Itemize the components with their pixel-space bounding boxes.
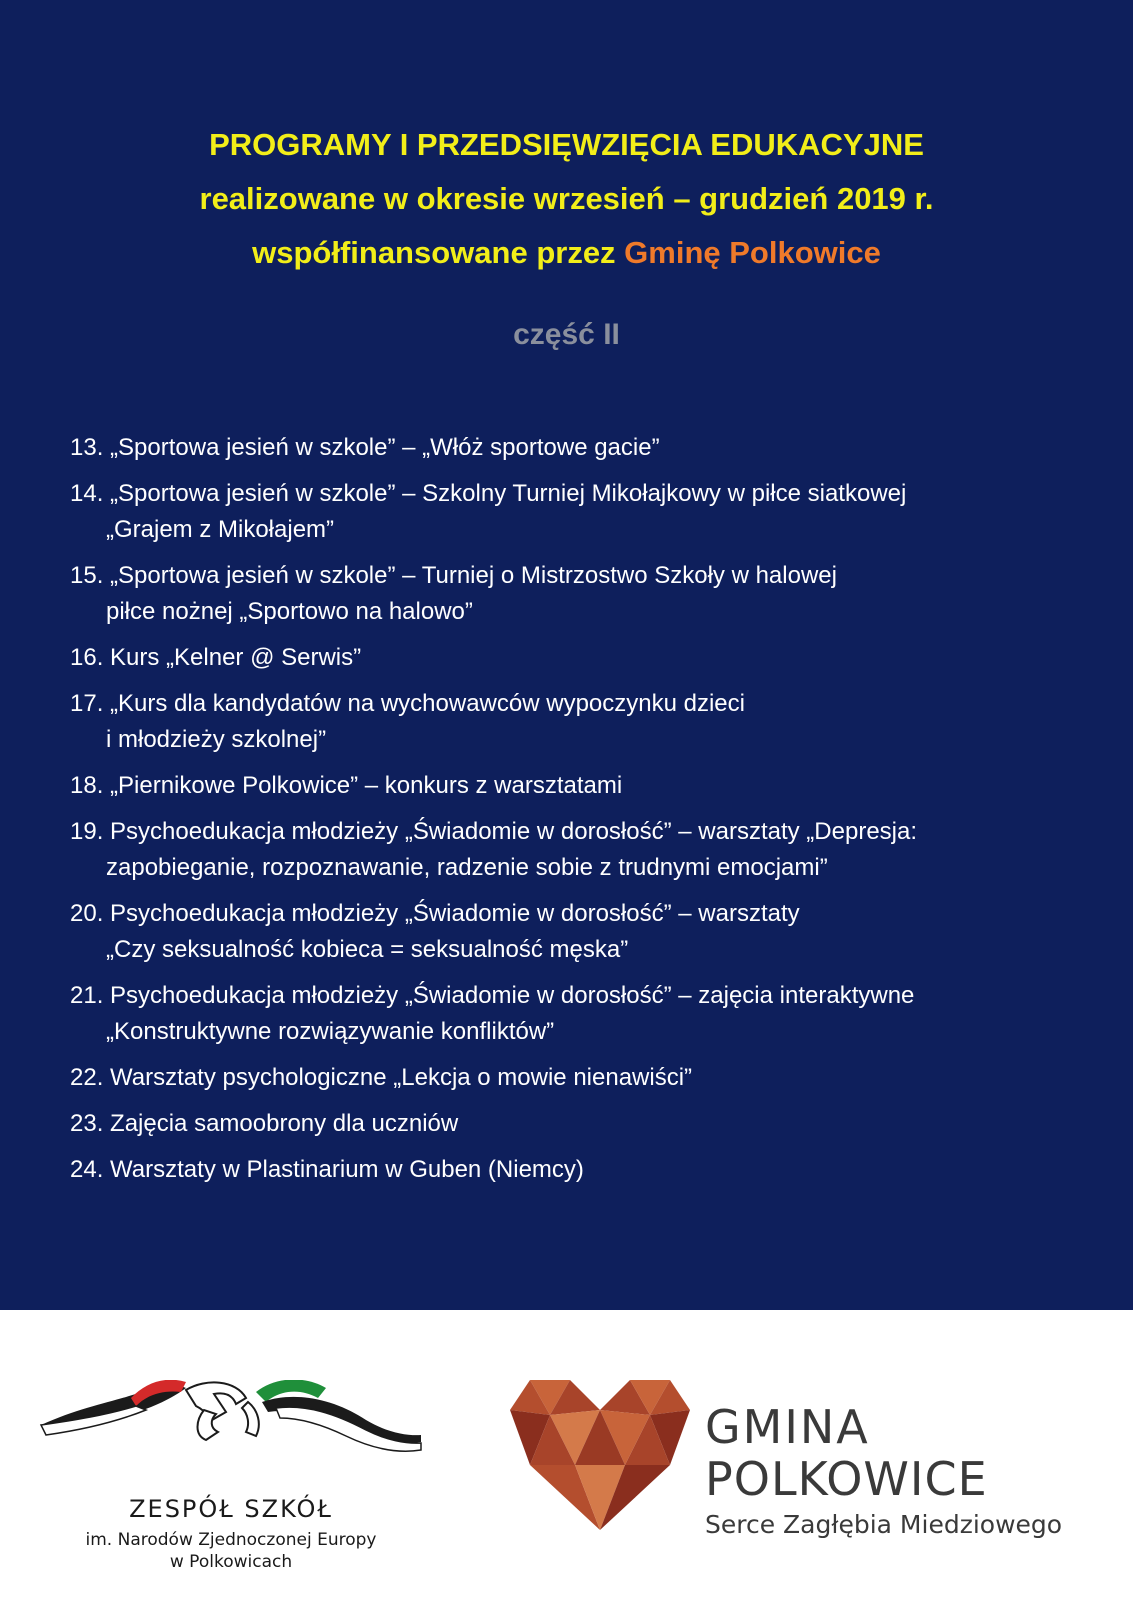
heading bbox=[0, 118, 1133, 280]
list-item bbox=[70, 814, 1070, 886]
list-item bbox=[70, 768, 1070, 804]
gmina-tagline: Serce Zagłębia Miedziowego bbox=[705, 1510, 1063, 1539]
gmina-name-line-1: GMINA bbox=[705, 1400, 870, 1454]
school-subtitle: im. Narodów Zjednoczonej Europy bbox=[85, 1530, 377, 1550]
list-item-first-line: 16. Kurs „Kelner @ Serwis” bbox=[70, 644, 362, 671]
school-city: w Polkowicach bbox=[169, 1552, 293, 1572]
heading-line-1: PROGRAMY I PRZEDSIĘWZIĘCIA EDUKACYJNE bbox=[209, 127, 924, 162]
list-item bbox=[70, 896, 1070, 968]
list-item-first-line: 18. „Piernikowe Polkowice” – konkurs z warsztatami bbox=[70, 772, 623, 799]
list-item-second-line: „Grajem z Mikołajem” bbox=[106, 516, 335, 543]
list-item bbox=[70, 558, 1070, 630]
list-item-first-line: 20. Psychoedukacja młodzieży „Świadomie w dorosłość” – warsztaty bbox=[70, 900, 800, 927]
list-item-second-line: zapobieganie, rozpoznawanie, radzenie sobie z trudnymi emocjami” bbox=[106, 854, 828, 881]
eagle-banner-icon bbox=[36, 1380, 426, 1490]
list-item bbox=[70, 1152, 1070, 1188]
list-item bbox=[70, 686, 1070, 758]
list-item-second-line: piłce nożnej „Sportowo na halowo” bbox=[106, 598, 473, 625]
list-item-first-line: 23. Zajęcia samoobrony dla uczniów bbox=[70, 1110, 459, 1137]
list-item bbox=[70, 640, 1070, 676]
list-item-second-line: „Czy seksualność kobieca = seksualność męska” bbox=[106, 936, 629, 963]
program-list bbox=[70, 430, 1070, 1198]
heading-line-3-accent: Gminę Polkowice bbox=[624, 235, 881, 270]
list-item-first-line: 17. „Kurs dla kandydatów na wychowawców wypoczynku dzieci bbox=[70, 690, 745, 717]
list-item-first-line: 21. Psychoedukacja młodzieży „Świadomie w dorosłość” – zajęcia interaktywne bbox=[70, 982, 915, 1009]
list-item bbox=[70, 430, 1070, 466]
part-label: część II bbox=[513, 318, 620, 351]
list-item bbox=[70, 476, 1070, 548]
gmina-logo bbox=[510, 1370, 1110, 1570]
gmina-name-line-2: POLKOWICE bbox=[705, 1452, 988, 1506]
list-item-second-line: i młodzieży szkolnej” bbox=[106, 726, 327, 753]
list-item-first-line: 14. „Sportowa jesień w szkole” – Szkolny Turniej Mikołajkowy w piłce siatkowej bbox=[70, 480, 907, 507]
list-item-first-line: 15. „Sportowa jesień w szkole” – Turniej o Mistrzostwo Szkoły w halowej bbox=[70, 562, 837, 589]
list-item bbox=[70, 1060, 1070, 1096]
list-item-second-line: „Konstruktywne rozwiązywanie konfliktów” bbox=[106, 1018, 555, 1045]
list-item-first-line: 19. Psychoedukacja młodzieży „Świadomie w dorosłość” – warsztaty „Depresja: bbox=[70, 818, 918, 845]
list-item-first-line: 24. Warsztaty w Plastinarium w Guben (Niemcy) bbox=[70, 1156, 584, 1183]
footer bbox=[0, 1310, 1133, 1602]
school-name: ZESPÓŁ SZKÓŁ bbox=[129, 1495, 333, 1523]
heading-line-2: realizowane w okresie wrzesień – grudzień 2019 r. bbox=[199, 181, 934, 216]
list-item-first-line: 13. „Sportowa jesień w szkole” – „Włóż sportowe gacie” bbox=[70, 434, 660, 461]
list-item bbox=[70, 1106, 1070, 1142]
heading-line-3 bbox=[0, 226, 1133, 280]
school-logo bbox=[36, 1380, 426, 1580]
heart-mosaic-icon bbox=[510, 1370, 690, 1540]
heading-line-3-prefix: współfinansowane przez bbox=[252, 235, 625, 270]
list-item bbox=[70, 978, 1070, 1050]
list-item-first-line: 22. Warsztaty psychologiczne „Lekcja o mowie nienawiści” bbox=[70, 1064, 693, 1091]
